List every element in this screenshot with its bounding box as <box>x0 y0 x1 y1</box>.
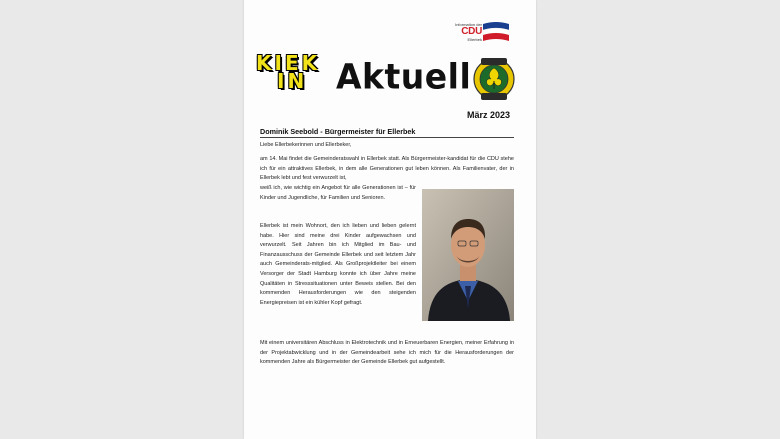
cdu-logo-block <box>442 22 482 42</box>
masthead-title: Aktuell <box>336 56 472 97</box>
paragraph-1: am 14. Mai findet die Gemeinderatswahl in Ellerbek statt. Als Bürgermeister-kandidat für die CDU stehe ich für ein attraktives Ellerbek, in dem alle Generationen gut leben können. Als Familienvater, der in Ellerbek lebt und fest verwurzelt ist, <box>260 156 514 182</box>
issue-date: März 2023 <box>466 110 510 120</box>
in-word: IN <box>277 69 308 93</box>
greeting: Liebe Ellerbekerinnen und Ellerbeker, <box>260 142 352 148</box>
paragraph-1-continued: weiß ich, wie wichtig ein Angebot für alle Generationen ist – für Kinder und Jugendliche, für Familien und Senioren. <box>260 185 416 201</box>
kiek-in-logo <box>256 51 321 93</box>
newsletter-page <box>244 0 536 439</box>
paragraph-2: Ellerbek ist mein Wohnort, den ich lieben und lieben gelernt habe. Hier sind meine drei Kinder aufgewachsen und verwurzelt. Seit Jahren bin ich Mitglied im Bau- und Finanzausschuss der Gemeinde Ellerbek und seit letztem Jahr auch Gemeinderats-mitglied. Als Großprojektleiter bei einem Versorger der Stadt Hamburg konnte ich über Jahre meine Qualitäten in Stresssituationen unter Beweis stellen. Bei den kommenden Herausforderungen wie den steigenden Energiepreisen ist ein kühler Kopf gefragt. <box>260 223 416 306</box>
cdu-logo: CDU <box>461 26 482 37</box>
location-label: Ellerbek <box>467 37 482 42</box>
candidate-portrait <box>422 189 514 321</box>
article-headline: Dominik Seebold - Bürgermeister für Ellerbek <box>260 127 416 136</box>
ellerbek-coat-of-arms-icon <box>473 56 515 102</box>
schleswig-holstein-flag-icon <box>482 21 510 42</box>
paragraph-3: Mit einem universitären Abschluss in Elektrotechnik und in Erneuerbaren Energien, meiner Erfahrung in der Projektabwicklung und in der Gemeindearbeit sehe ich mich für die Herausforderungen der kommenden Jahre als Bürgermeister der Gemeinde Ellerbek gut aufgestellt. <box>260 340 514 366</box>
info-label: Information der <box>455 22 482 27</box>
headline-divider <box>260 137 514 138</box>
kiek-word: KIEK <box>256 51 321 75</box>
